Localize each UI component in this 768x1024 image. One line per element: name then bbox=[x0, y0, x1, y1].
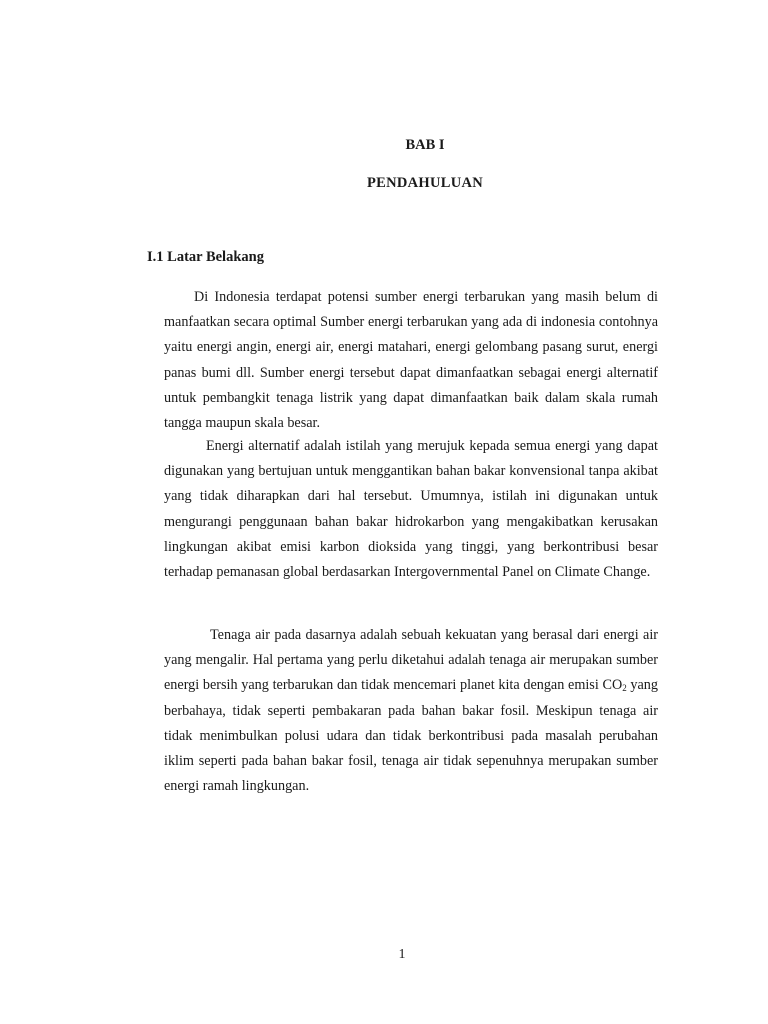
paragraph-3-text-after: yang berbahaya, tidak seperti pembakaran pada bahan bakar fosil. Meskipun tenaga air tidak menimbulkan polusi udara dan tidak berkontribusi pada masalah perubahan iklim seperti pada bahan bakar fosil, tenaga air tidak sepenuhnya merupakan sumber energi ramah lingkungan. bbox=[164, 677, 658, 795]
page-number: 1 bbox=[398, 947, 406, 962]
section-heading: I.1 Latar Belakang bbox=[147, 249, 264, 265]
paragraph-2: Energi alternatif adalah istilah yang merujuk kepada semua energi yang dapat digunakan yang bertujuan untuk menggantikan bahan bakar konvensional tanpa akibat yang tidak diharapkan dari hal tersebut. Umumnya, istilah ini digunakan untuk mengurangi penggunaan bahan bakar hidrokarbon yang mengakibatkan kerusakan lingkungan akibat emisi karbon dioksida yang tinggi, yang berkontribusi besar terhadap pemanasan global berdasarkan Intergovernmental Panel on Climate Change. bbox=[164, 438, 658, 581]
paragraph-1: Di Indonesia terdapat potensi sumber energi terbarukan yang masih belum di manfaatkan secara optimal Sumber energi terbarukan yang ada di indonesia contohnya yaitu energi angin, energi air, energi matahari, energi gelombang pasang surut, energi panas bumi dll. Sumber energi tersebut dapat dimanfaatkan sebagai energi alternatif untuk pembangkit tenaga listrik yang dapat dimanfaatkan baik dalam skala rumah tangga maupun skala besar. bbox=[164, 289, 658, 432]
paragraph-3-text-before: Tenaga air pada dasarnya adalah sebuah kekuatan yang berasal dari energi air yang mengalir. Hal pertama yang perlu diketahui adalah tenaga air merupakan sumber energi bersih yang terbarukan dan tidak mencemari planet kita dengan emisi CO bbox=[164, 627, 658, 694]
chapter-title: PENDAHULUAN bbox=[366, 175, 484, 191]
co2-subscript: 2 bbox=[622, 683, 627, 694]
chapter-number: BAB I bbox=[405, 137, 445, 153]
paragraph-3 bbox=[164, 623, 658, 799]
